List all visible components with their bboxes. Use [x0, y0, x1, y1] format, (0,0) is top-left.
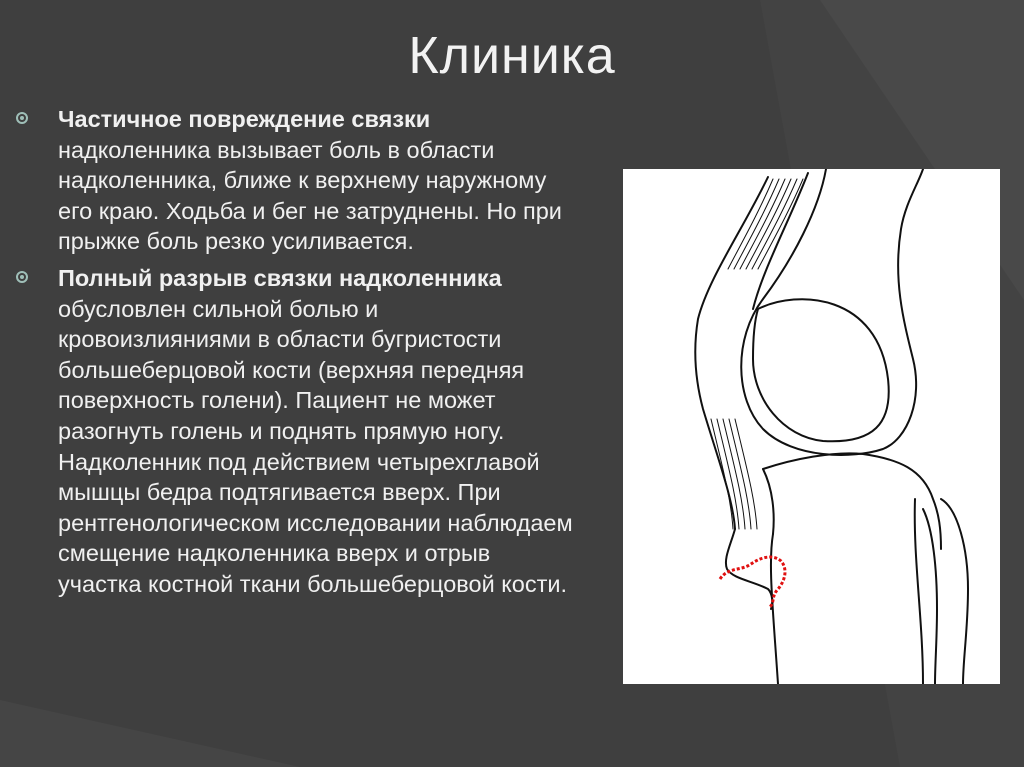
- bullet-list: [16, 104, 576, 606]
- bullet-1-text: надколенника вызывает боль в области надколенника, ближе к верхнему наружному его краю. Ходьба и бег не затруднены. Но при прыжке боль резко усиливается.: [58, 136, 562, 255]
- bullet-1-bold: Частичное повреждение связки: [58, 106, 431, 132]
- slide-title: Клиника: [408, 27, 616, 85]
- bullet-icon: [16, 271, 28, 283]
- bullet-2-bold: Полный разрыв связки надколенника: [58, 264, 502, 291]
- bullet-2-text: обусловлен сильной болью и кровоизлияниями в области бугристости большеберцовой кости (верхняя передняя поверхность голени). Пациент не может разогнуть голень и поднять прямую ногу. Надколенник под действием четырехглавой мышцы бедра подтягивается вверх. При рентгенологическом исследовании наблюдаем смещение надколенника вверх и отрыв участка костной ткани большеберцовой кости.: [58, 295, 573, 597]
- bullet-icon: [16, 112, 28, 124]
- knee-joint-drawing: [623, 169, 1000, 684]
- knee-illustration: [623, 169, 1000, 684]
- bullet-item-2: [16, 263, 576, 600]
- bullet-item-1: [16, 104, 576, 257]
